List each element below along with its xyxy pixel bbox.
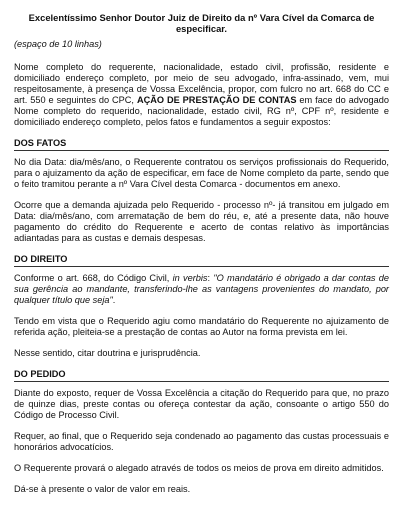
intro-paragraph: [14, 62, 389, 128]
legal-quote: "O mandatário é obrigado a dar contas de sua gerência ao mandante, transferindo-lhe as vantagens provenientes do mandato, por qualquer título que seja": [14, 273, 389, 305]
direito-period: .: [112, 295, 116, 305]
direito-paragraph-1: [14, 273, 389, 306]
pedido-paragraph-1: Diante do exposto, requer de Vossa Excelência a citação do Requerido para que, no prazo de quinze dias, preste contas ou ofereça contestar da ação, consoante o artigo 550 do Código de Processo Civil.: [14, 388, 389, 420]
pedido-paragraph-4: Dá-se à presente o valor de valor em reais.: [14, 484, 191, 494]
direito-colon: :: [207, 273, 214, 283]
fatos-paragraph-2: Ocorre que a demanda ajuizada pelo Requerido - processo nº- já transitou em julgado em Data: dia/mês/ano, com arrematação de bem do réu, e, até a presente data, não houve pagamento do crédito do Requerente e acerto de contas relativo às importâncias adiantadas para as custas e demais despesas.: [14, 200, 389, 243]
intro-text-2: em face do advogado Nome completo do requerido, nacionalidade, estado civil, RG nº, CPF nº, residente e domiciliado endereço completo, pelos fatos e fundamentos a seguir expostos:: [14, 95, 389, 127]
intro-text-1: Nome completo do requerente, nacionalidade, estado civil, profissão, residente e domiciliado endereço completo, por meio de seu advogado, infra-assinado, vem, mui respeitosamente, à presença de Vossa Excelência, propor, com fulcro no art. 668 do CC e art. 550 e seguintes do CPC,: [14, 62, 389, 105]
in-verbis: in verbis: [172, 273, 208, 283]
section-heading-fatos: DOS FATOS: [14, 138, 389, 151]
document-title: Excelentíssimo Senhor Doutor Juiz de Direito da nº Vara Cível da Comarca de especificar.: [28, 12, 375, 34]
section-heading-direito: DO DIREITO: [14, 254, 389, 267]
document-page: [14, 12, 389, 505]
direito-paragraph-2: Tendo em vista que o Requerido agiu como mandatário do Requerente no ajuizamento de referida ação, pleiteia-se a prestação de contas ao Autor na forma prevista em lei.: [14, 316, 389, 337]
direito-paragraph-3: Nesse sentido, citar doutrina e jurisprudência.: [14, 348, 201, 358]
direito-lead: Conforme o art. 668, do Código Civil,: [14, 273, 173, 283]
fatos-paragraph-1: No dia Data: dia/mês/ano, o Requerente contratou os serviços profissionais do Requerido, para o ajuizamento da ação de especificar, em face de Nome completo da parte, sendo que o feito tramitou perante a nº Vara Cível desta Comarca - documentos em anexo.: [14, 157, 389, 189]
space-note: (espaço de 10 linhas): [14, 39, 102, 49]
action-name: AÇÃO DE PRESTAÇÃO DE CONTAS: [136, 95, 297, 105]
pedido-paragraph-3: O Requerente provará o alegado através de todos os meios de prova em direito admitidos.: [14, 463, 384, 473]
pedido-paragraph-2: Requer, ao final, que o Requerido seja condenado ao pagamento das custas processuais e honorários advocatícios.: [14, 431, 389, 452]
section-heading-pedido: DO PEDIDO: [14, 369, 389, 382]
